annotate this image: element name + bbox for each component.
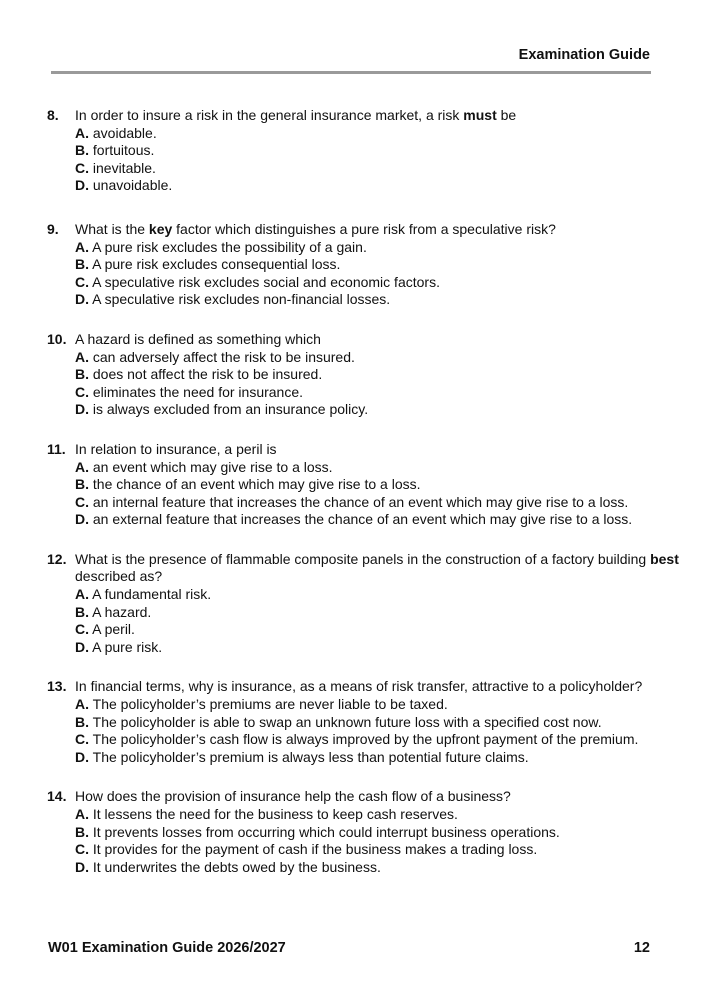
question-number: 13. — [47, 678, 67, 695]
question-number: 9. — [47, 220, 59, 237]
option-row — [75, 749, 663, 767]
option-letter: A. — [75, 124, 89, 141]
option-letter: B. — [75, 366, 89, 383]
option-text: It provides for the payment of cash if the business makes a trading loss. — [92, 841, 538, 858]
option-text: A speculative risk excludes non-financial losses. — [92, 291, 391, 308]
option-letter: C. — [75, 731, 89, 748]
page-header-title: Examination Guide — [518, 47, 650, 63]
option-letter: D. — [75, 748, 89, 765]
question-stem — [75, 221, 663, 239]
option-row — [75, 177, 663, 195]
option-text: It lessens the need for the business to keep cash reserves. — [92, 806, 458, 822]
question-body — [75, 441, 663, 529]
option-row — [75, 160, 663, 178]
question-number: 14. — [47, 788, 67, 805]
stem-text: A hazard is defined as something which — [75, 330, 321, 347]
option-letter: D. — [75, 401, 89, 418]
question-block — [47, 441, 663, 529]
option-row — [75, 824, 663, 842]
question-block — [47, 107, 663, 195]
stem-text: factor which distinguishes a pure risk from a speculative risk? — [172, 220, 556, 237]
option-row — [75, 714, 663, 732]
option-row — [75, 639, 663, 657]
option-row — [75, 621, 663, 639]
question-block — [47, 788, 663, 876]
stem-text: In financial terms, why is insurance, as a means of risk transfer, attractive to a policyholder? — [75, 678, 643, 695]
question-block — [47, 678, 663, 766]
question-number: 8. — [47, 107, 59, 123]
option-letter: C. — [75, 273, 89, 290]
option-text: It prevents losses from occurring which could interrupt business operations. — [92, 823, 560, 840]
option-text: A pure risk. — [92, 638, 163, 655]
question-number: 12. — [47, 550, 67, 567]
option-letter: C. — [75, 383, 89, 400]
question-stem — [75, 331, 663, 349]
option-letter: A. — [75, 696, 89, 713]
stem-text: In relation to insurance, a peril is — [75, 440, 277, 457]
question-list — [47, 107, 679, 898]
option-letter: B. — [75, 142, 89, 159]
stem-text: In order to insure a risk in the general insurance market, a risk — [75, 107, 464, 123]
question-block — [47, 221, 663, 309]
question-stem — [75, 678, 663, 696]
option-text: an internal feature that increases the chance of an event which may give rise to a loss. — [92, 493, 629, 510]
option-letter: A. — [75, 458, 89, 475]
option-row — [75, 511, 663, 529]
footer-document-title: W01 Examination Guide 2026/2027 — [48, 940, 286, 956]
option-text: A speculative risk excludes social and economic factors. — [92, 273, 440, 290]
option-text: The policyholder’s premium is always less than potential future claims. — [92, 748, 529, 765]
stem-text: What is the — [75, 220, 149, 237]
option-row — [75, 859, 663, 877]
option-text: avoidable. — [92, 124, 157, 141]
option-list — [75, 696, 663, 766]
stem-text: be — [496, 107, 517, 123]
question-body — [75, 107, 663, 195]
option-letter: B. — [75, 256, 89, 273]
option-letter: D. — [75, 638, 89, 655]
option-row — [75, 841, 663, 859]
option-text: It underwrites the debts owed by the business. — [92, 858, 381, 875]
question-stem — [75, 788, 663, 806]
question-body — [75, 678, 663, 766]
option-row — [75, 384, 663, 402]
option-row — [75, 459, 663, 477]
option-text: The policyholder’s premiums are never liable to be taxed. — [92, 696, 448, 713]
option-list — [75, 459, 663, 529]
option-letter: B. — [75, 603, 89, 620]
option-text: A pure risk excludes the possibility of a gain. — [92, 238, 367, 255]
option-list — [75, 349, 663, 419]
option-row — [75, 731, 663, 749]
question-body — [75, 331, 663, 419]
option-row — [75, 366, 663, 384]
stem-text: How does the provision of insurance help the cash flow of a business? — [75, 788, 511, 805]
stem-emphasis: key — [148, 220, 173, 237]
option-text: unavoidable. — [92, 177, 173, 194]
option-letter: C. — [75, 159, 89, 176]
option-row — [75, 256, 663, 274]
option-letter: B. — [75, 823, 89, 840]
question-number: 11. — [47, 440, 66, 457]
stem-text: What is the presence of flammable composite panels in the construction of a factory building — [75, 550, 651, 567]
option-list — [75, 239, 663, 309]
option-text: an event which may give rise to a loss. — [92, 458, 333, 475]
option-row — [75, 401, 663, 419]
question-body — [75, 221, 663, 309]
option-row — [75, 142, 663, 160]
stem-emphasis: must — [463, 107, 497, 123]
question-stem — [75, 441, 663, 459]
option-text: The policyholder is able to swap an unknown future loss with a specified cost now. — [92, 713, 602, 730]
option-row — [75, 274, 663, 292]
option-letter: D. — [75, 511, 89, 528]
option-text: fortuitous. — [92, 142, 155, 159]
question-block — [47, 550, 679, 657]
option-letter: C. — [75, 493, 89, 510]
option-letter: A. — [75, 348, 89, 365]
footer-page-number: 12 — [633, 940, 650, 956]
option-text: eliminates the need for insurance. — [92, 383, 304, 400]
option-letter: C. — [75, 841, 89, 858]
option-text: the chance of an event which may give rise to a loss. — [92, 476, 421, 493]
option-letter: D. — [75, 858, 89, 875]
option-row — [75, 476, 663, 494]
option-row — [75, 806, 663, 824]
option-text: The policyholder’s cash flow is always improved by the upfront payment of the premium. — [92, 731, 639, 748]
stem-text: described as? — [75, 568, 163, 585]
option-text: does not affect the risk to be insured. — [92, 366, 323, 383]
question-stem — [75, 550, 679, 586]
option-text: A pure risk excludes consequential loss. — [92, 256, 341, 273]
option-row — [75, 494, 663, 512]
option-text: A fundamental risk. — [92, 586, 212, 603]
question-stem — [75, 107, 663, 125]
option-row — [75, 349, 663, 367]
option-text: A hazard. — [92, 603, 152, 620]
option-list — [75, 586, 663, 656]
option-text: A peril. — [92, 621, 135, 638]
option-text: inevitable. — [92, 159, 156, 176]
option-row — [75, 604, 663, 622]
option-letter: C. — [75, 621, 89, 638]
option-row — [75, 291, 663, 309]
option-list — [75, 806, 663, 876]
option-letter: A. — [75, 586, 89, 603]
question-body — [75, 788, 663, 876]
option-text: can adversely affect the risk to be insured. — [92, 348, 355, 365]
option-letter: A. — [75, 806, 89, 822]
question-body — [75, 550, 679, 657]
option-row — [75, 696, 663, 714]
option-letter: A. — [75, 238, 89, 255]
option-row — [75, 239, 663, 257]
option-row — [75, 125, 663, 143]
stem-emphasis: best — [650, 550, 679, 567]
option-text: is always excluded from an insurance policy. — [92, 401, 369, 418]
option-list — [75, 125, 663, 195]
option-letter: B. — [75, 476, 89, 493]
option-letter: B. — [75, 713, 89, 730]
option-letter: D. — [75, 291, 89, 308]
header-divider — [51, 71, 651, 74]
option-row — [75, 586, 663, 604]
option-letter: D. — [75, 177, 89, 194]
question-number: 10. — [47, 330, 67, 347]
option-text: an external feature that increases the chance of an event which may give rise to a loss. — [92, 511, 633, 528]
question-block — [47, 331, 663, 419]
